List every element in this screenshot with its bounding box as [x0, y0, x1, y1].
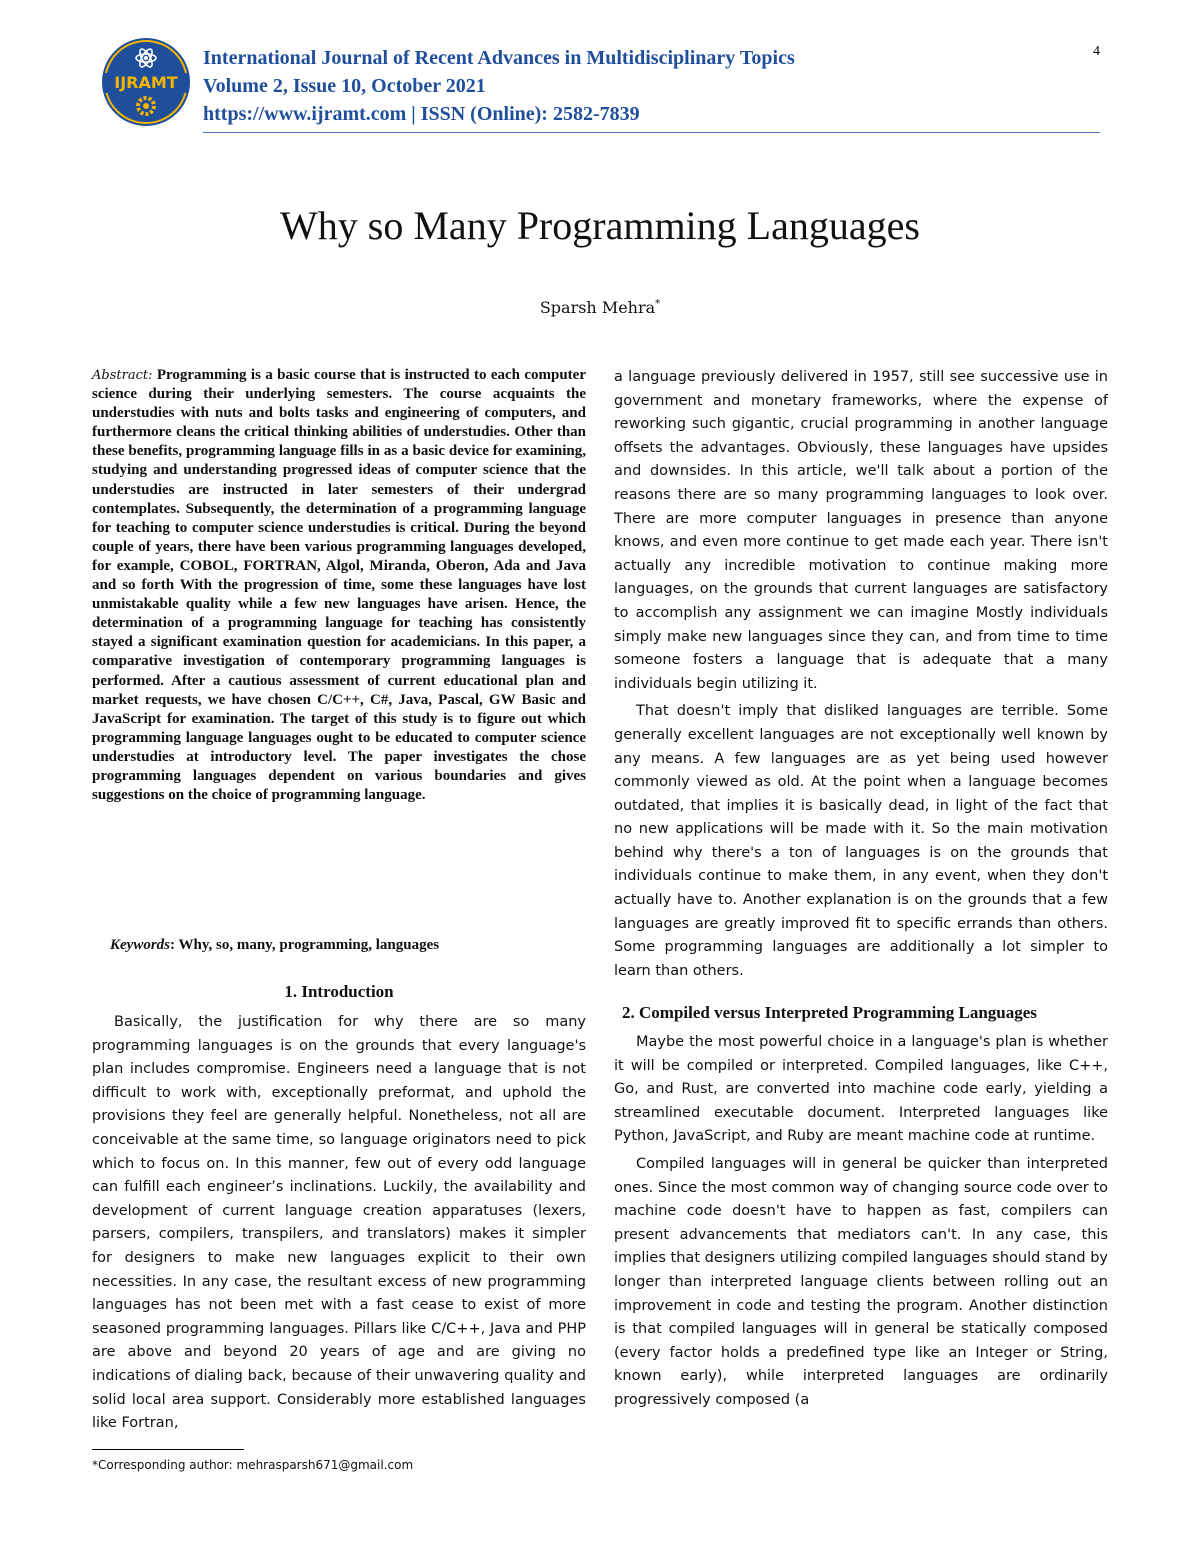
abstract-colon: :	[148, 368, 153, 383]
author-line	[0, 298, 1200, 317]
volume-line: Volume 2, Issue 10, October 2021	[203, 75, 486, 97]
keywords-label: Keywords	[110, 937, 170, 953]
page-number: 4	[1093, 44, 1100, 59]
keywords-text: Why, so, many, programming, languages	[178, 937, 440, 953]
footnote-divider	[92, 1449, 244, 1450]
abstract-label: Abstract	[92, 368, 149, 383]
intro-left-column	[92, 1011, 586, 1436]
section-2-paragraph-2: Compiled languages will in general be quicker than interpreted ones. Since the most common way of changing source code over to machine code doesn't have to happen as fast, compilers can present advancements that mediators can't. In any case, this implies that designers utilizing compiled languages should stand by longer than interpreted language clients between rolling out an improvement in code and testing the program. Another distinction is that compiled languages will in general be statically composed (every factor holds a predefined type like an Integer or String, known early), while interpreted languages are ordinarily progressively composed (a	[614, 1156, 1108, 1408]
journal-name: International Journal of Recent Advances in Multidisciplinary Topics	[203, 47, 795, 69]
header-divider	[203, 132, 1100, 133]
journal-info	[203, 44, 795, 128]
logo-text: IJRAMT	[114, 73, 178, 92]
footnote: *Corresponding author: mehrasparsh671@gmail.com	[92, 1458, 414, 1472]
author-marker: *	[655, 298, 661, 310]
section-2-heading: 2. Compiled versus Interpreted Programming Languages	[622, 1003, 1037, 1023]
paper-title: Why so Many Programming Languages	[280, 203, 920, 248]
section-2-paragraph-1: Maybe the most powerful choice in a language's plan is whether it will be compiled or interpreted. Compiled languages, like C++, Go, and Rust, are converted into machine code early, yielding a streamlined executable document. Interpreted languages like Python, JavaScript, and Ruby are meant machine code at runtime.	[614, 1034, 1108, 1145]
intro-paragraph-1-part-a: Basically, the justification for why there are so many programming languages is on the grounds that every language's plan includes compromise. Engineers need a language that is not difficult to work with, exceptionally preformat, and uphold the provisions they feel are generally helpful. Nonetheless, not all are conceivable at the same time, so language originators need to pick which to focus on. In this manner, few out of every odd language can fulfill each engineer’s inclinations. Luckily, the availability and development of current language creation apparatuses (lexers, parsers, compilers, transpilers, and translators) makes it simpler for designers to make new languages explicit to their own necessities. In any case, the resultant excess of new programming languages has not been met with a fast cease to exist of more seasoned programming languages. Pillars like C/C++, Java and PHP are above and beyond 20 years of age and are giving no indications of dialing back, because of their unwavering quality and solid local area support. Considerably more established languages like Fortran,	[92, 1014, 586, 1432]
journal-header	[100, 36, 1100, 134]
abstract	[92, 366, 586, 805]
abstract-text: Programming is a basic course that is instructed to each computer science during their underlying semesters. The course acquaints the understudies with nuts and bolts tasks and engineering of computers, and furthermore cleans the critical thinking abilities of understudies. Other than these benefits, programming language fills in as a basic device for examining, studying and understanding progressed ideas of computer science that the understudies are instructed in later semesters of their undergrad contemplates. Subsequently, the determination of a programming language for teaching to computer science understudies is critical. During the beyond couple of years, there have been various programming languages developed, for example, COBOL, FORTRAN, Algol, Miranda, Oberon, Ada and Java and so forth With the progression of time, some these languages have lost unmistakable quality while a few new languages have arisen. Hence, the determination of a programming language for teaching has consistently stayed a significant examination question for academicians. In this paper, a comparative investigation of contemporary programming languages is performed. After a cautious assessment of current educational plan and market requests, we have chosen C/C++, C#, Java, Pascal, GW Basic and JavaScript for examination. The target of this study is to figure out which programming language languages ought to be educated to computer science understudies at introductory level. The paper investigates the chose programming languages dependent on various boundaries and gives suggestions on the choice of programming language.	[92, 367, 586, 804]
intro-paragraph-1-part-b: a language previously delivered in 1957, still see successive use in government and monetary frameworks, where the expense of reworking such gigantic, crucial programming in another language offsets the advantages. Obviously, these languages have upsides and downsides. In this article, we'll talk about a portion of the reasons there are so many programming languages to look over. There are more computer languages in presence than anyone knows, and even more continue to get made each year. There isn't actually any incredible motivation to continue making more languages, on the grounds that current languages are satisfactory to accomplish any assignment we can imagine Mostly individuals simply make new languages since they can, and from time to time someone fosters a language that is adequate that a many individuals begin utilizing it.	[614, 369, 1108, 692]
author-name: Sparsh Mehra	[539, 298, 656, 317]
url-line: https://www.ijramt.com | ISSN (Online): 2582-7839	[203, 103, 640, 125]
keywords: Keywords: Why, so, many, programming, languages	[110, 937, 440, 953]
right-column	[614, 366, 1108, 1413]
section-1-heading: 1. Introduction	[284, 982, 394, 1001]
intro-paragraph-2: That doesn't imply that disliked languages are terrible. Some generally excellent languages are not exceptionally well known by any means. A few languages are as yet being used however commonly viewed as old. At the point when a language becomes outdated, that implies it is basically dead, in light of the fact that no new applications will be made with it. So the main motivation behind why there's a ton of languages is on the grounds that individuals continue to make them, in any event, when they don't actually have to. Another explanation is on the grounds that a few languages are greatly improved fit to specific errands than others. Some programming languages are additionally a lot simpler to learn than others.	[614, 703, 1108, 979]
